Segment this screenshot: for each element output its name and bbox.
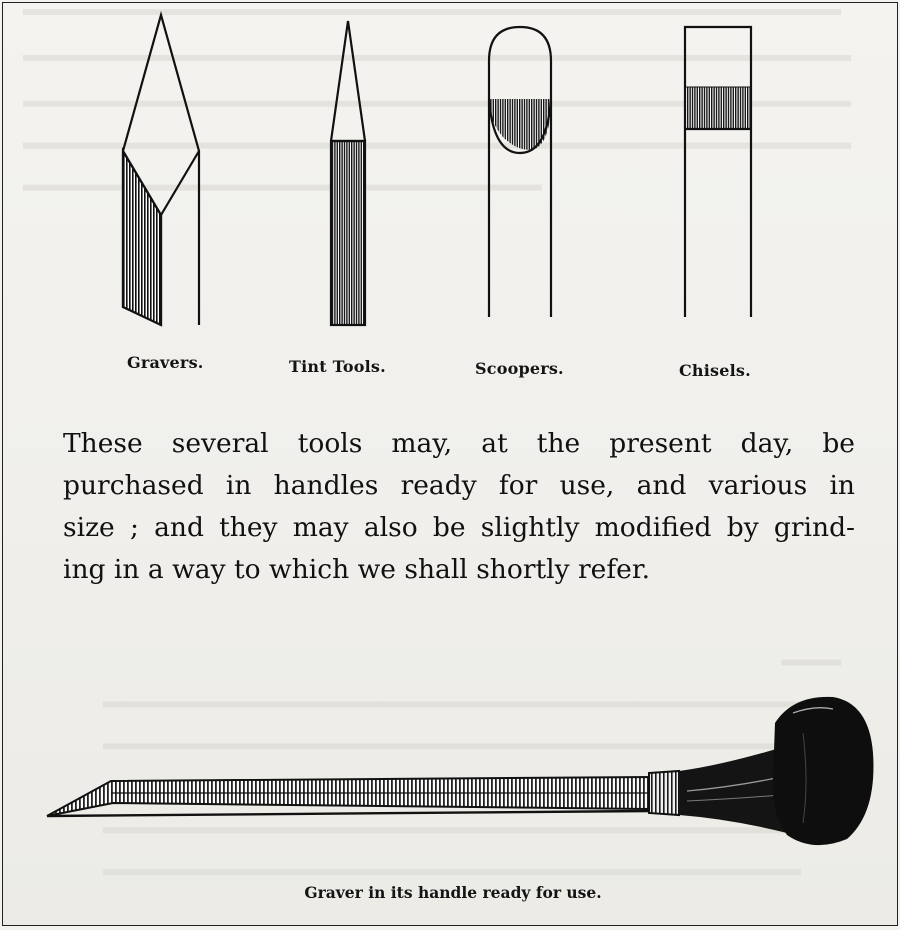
graver-tool-icon bbox=[123, 15, 199, 325]
book-page bbox=[2, 2, 898, 926]
chisel-tool-icon bbox=[685, 27, 751, 317]
engraving-tools-figure bbox=[3, 3, 898, 343]
caption-gravers: Gravers. bbox=[127, 353, 204, 372]
caption-tint-tools: Tint Tools. bbox=[289, 357, 386, 376]
body-paragraph bbox=[63, 423, 855, 591]
paragraph-line: purchased in handles ready for use, and various in bbox=[63, 470, 855, 501]
caption-chisels: Chisels. bbox=[679, 361, 751, 380]
scooper-tool-icon bbox=[489, 27, 551, 317]
caption-scoopers: Scoopers. bbox=[475, 359, 564, 378]
paragraph-line: These several tools may, at the present day, be bbox=[63, 428, 855, 459]
graver-with-handle-illustration bbox=[3, 683, 898, 853]
paragraph-line: size ; and they may also be slightly modified by grind- bbox=[63, 512, 855, 543]
figure-caption-graver: Graver in its handle ready for use. bbox=[304, 883, 602, 902]
paragraph-line: ing in a way to which we shall shortly refer. bbox=[63, 554, 651, 585]
tint-tool-icon bbox=[331, 21, 365, 325]
